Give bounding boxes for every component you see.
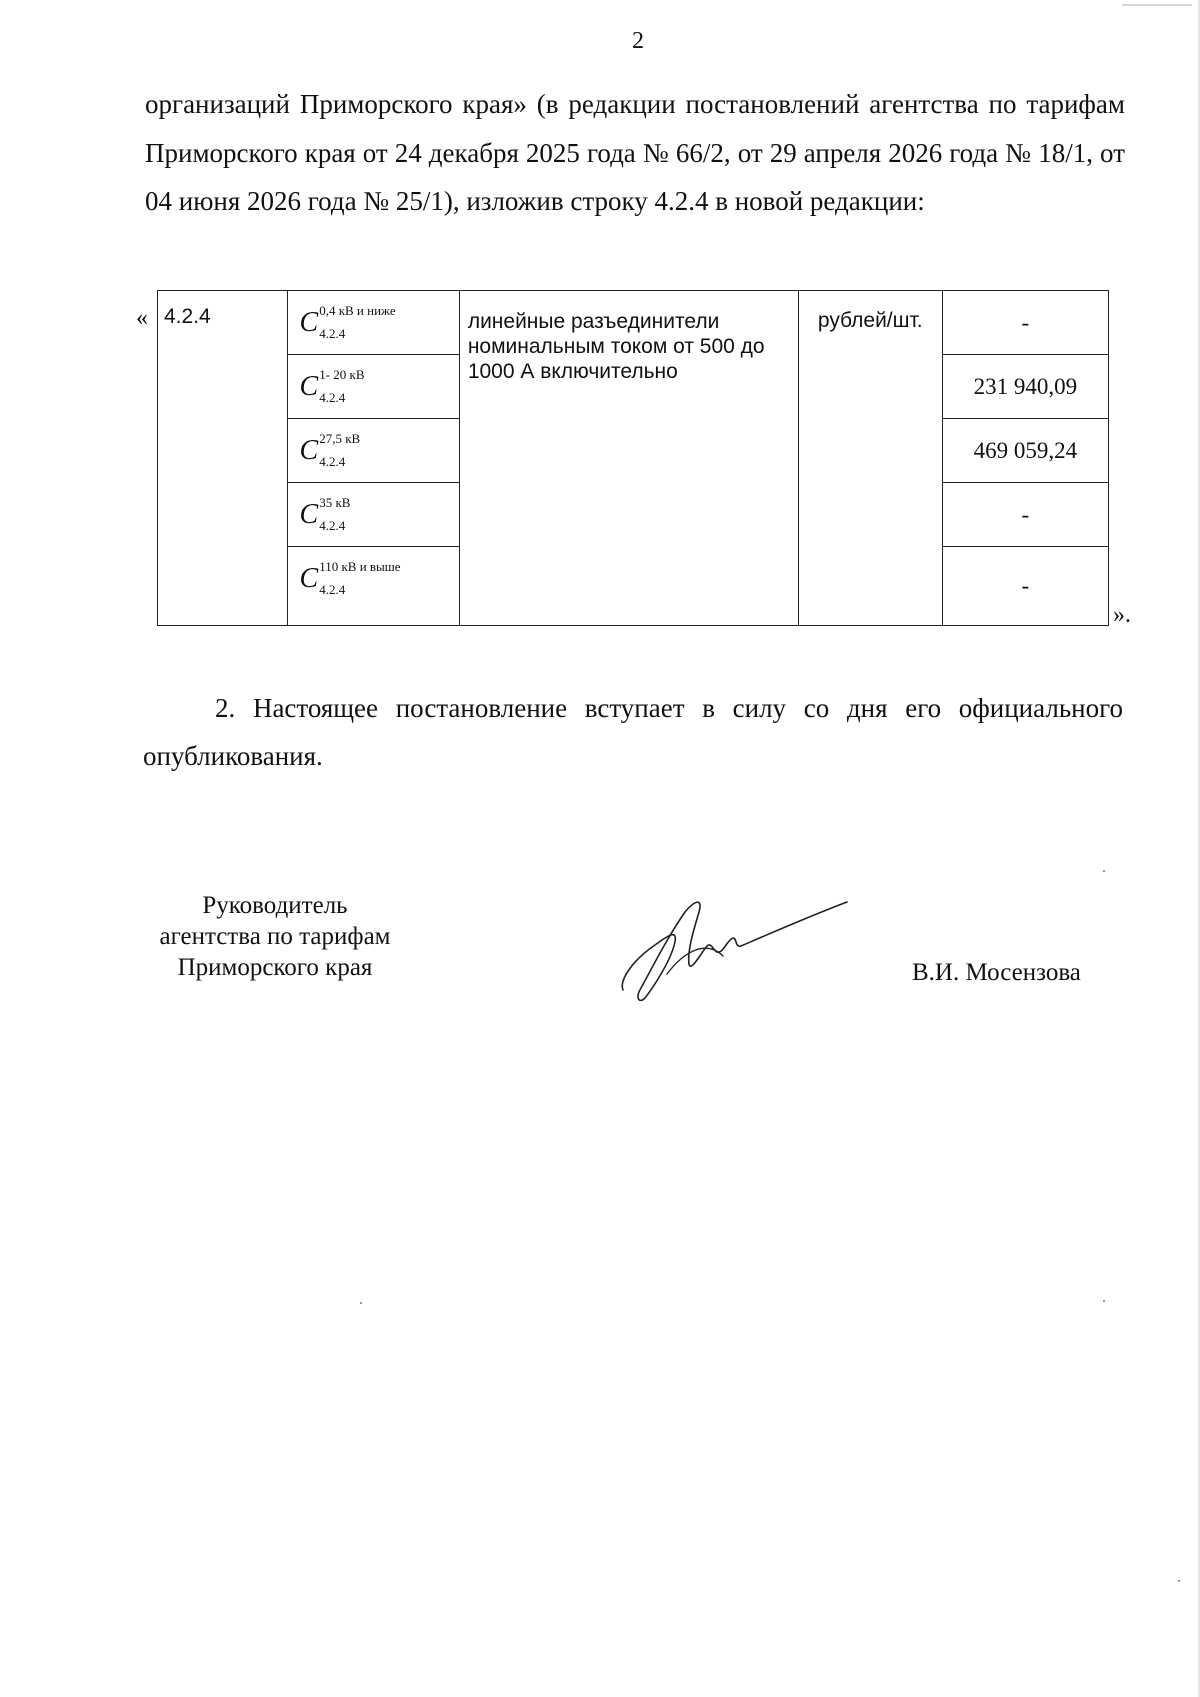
rate-symbol bbox=[288, 355, 459, 405]
symbol-subscript: 4.2.4 bbox=[319, 518, 346, 533]
position-line: Руководитель bbox=[202, 892, 348, 919]
unit-cell: рублей/шт. bbox=[798, 291, 942, 626]
table-row bbox=[158, 291, 1109, 355]
tariff-table bbox=[157, 290, 1109, 626]
paragraph-amendment: организаций Приморского края» (в редакции постановлений агентства по тарифам Приморского края от 24 декабря 2025 года № 66/2, от 29 апреля 2026 года № 18/1, от 04 июня 2026 года № 25/1), изложив строку 4.2.4 в новой редакции: bbox=[145, 89, 1125, 216]
scan-speck bbox=[1103, 870, 1105, 872]
symbol-letter: C bbox=[299, 435, 319, 466]
symbol-superscript: 110 кВ и выше bbox=[319, 559, 401, 574]
value-cell: - bbox=[942, 291, 1108, 355]
quote-open: « bbox=[136, 305, 148, 331]
description-cell: линейные разъединители номинальным током от 500 до 1000 А включительно bbox=[459, 291, 798, 626]
symbol-subscript: 4.2.4 bbox=[319, 390, 346, 405]
paragraph-effective: 2. Настоящее постановление вступает в силу со дня его официального опубликования. bbox=[143, 693, 1123, 771]
value-cell: - bbox=[942, 547, 1108, 626]
handwritten-signature bbox=[615, 890, 855, 1005]
signatory-position bbox=[135, 890, 415, 983]
symbol-subscript: 4.2.4 bbox=[319, 582, 346, 597]
value-cell: 231 940,09 bbox=[942, 355, 1108, 419]
position-line: Приморского края bbox=[177, 954, 373, 981]
symbol-letter: C bbox=[299, 563, 319, 594]
symbol-subscript: 4.2.4 bbox=[319, 454, 346, 469]
symbol-cell bbox=[287, 355, 459, 419]
position-line: агентства по тарифам bbox=[159, 923, 391, 950]
symbol-letter: C bbox=[299, 371, 319, 402]
scan-speck bbox=[1103, 1300, 1105, 1302]
scan-speck bbox=[1178, 1580, 1180, 1582]
symbol-cell bbox=[287, 547, 459, 626]
row-number-cell: 4.2.4 bbox=[158, 291, 288, 626]
value-cell: - bbox=[942, 483, 1108, 547]
symbol-cell bbox=[287, 483, 459, 547]
rate-symbol bbox=[288, 483, 459, 533]
value-cell: 469 059,24 bbox=[942, 419, 1108, 483]
symbol-cell bbox=[287, 291, 459, 355]
symbol-superscript: 35 кВ bbox=[319, 495, 351, 510]
scan-speck bbox=[360, 1302, 362, 1304]
symbol-letter: C bbox=[299, 499, 319, 530]
signatory-name: В.И. Мосензова bbox=[912, 959, 1081, 986]
page-number: 2 bbox=[632, 28, 644, 54]
symbol-superscript: 1- 20 кВ bbox=[319, 367, 365, 382]
symbol-superscript: 27,5 кВ bbox=[319, 431, 361, 446]
symbol-cell bbox=[287, 419, 459, 483]
rate-symbol bbox=[288, 547, 459, 597]
symbol-subscript: 4.2.4 bbox=[319, 326, 346, 341]
rate-symbol bbox=[288, 419, 459, 469]
scan-edge-mark bbox=[1122, 4, 1192, 6]
rate-symbol bbox=[288, 291, 459, 341]
symbol-superscript: 0,4 кВ и ниже bbox=[319, 303, 396, 318]
symbol-letter: C bbox=[299, 307, 319, 338]
quote-close: ». bbox=[1113, 602, 1131, 628]
